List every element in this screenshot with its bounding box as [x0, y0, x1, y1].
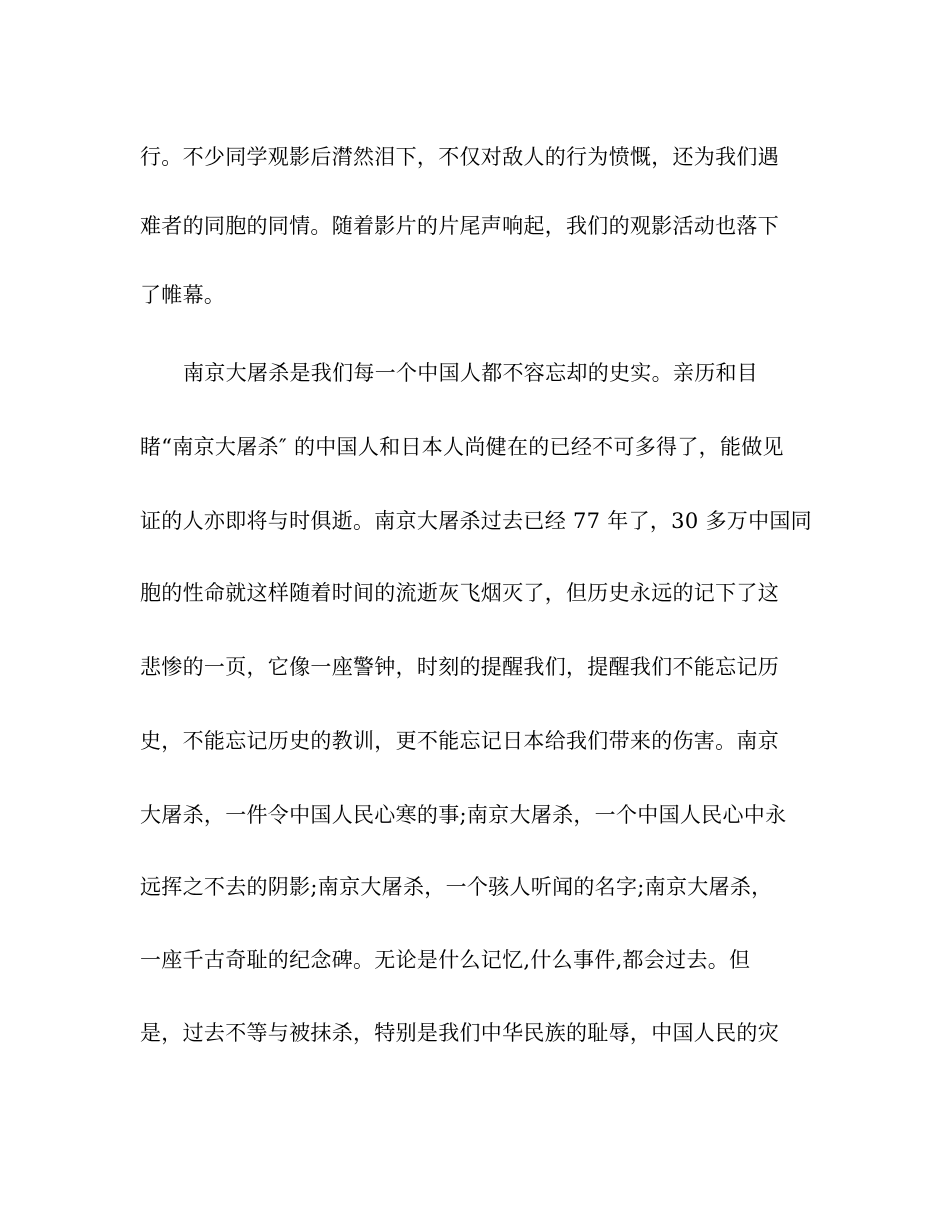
text-line-9: 史，不能忘记历史的教训，更不能忘记日本给我们带来的伤害。南京 — [140, 729, 779, 753]
text-line-11: 远挥之不去的阴影;南京大屠杀，一个骇人听闻的名字;南京大屠杀， — [140, 875, 773, 899]
text-line-5: 睹“南京大屠杀″ 的中国人和日本人尚健在的已经不可多得了，能做见 — [140, 435, 784, 459]
text-line-2: 难者的同胞的同情。随着影片的片尾声响起，我们的观影活动也落下 — [140, 214, 779, 238]
text-line-8: 悲惨的一页，它像一座警钟，时刻的提醒我们，提醒我们不能忘记历 — [140, 655, 779, 679]
text-line-10: 大屠杀，一件令中国人民心寒的事;南京大屠杀，一个中国人民心中永 — [140, 803, 787, 827]
text-line-4: 南京大屠杀是我们每一个中国人都不容忘却的史实。亲历和目 — [183, 361, 759, 385]
text-line-13: 是，过去不等与被抹杀，特别是我们中华民族的耻辱，中国人民的灾 — [140, 1021, 779, 1045]
text-line-12: 一座千古奇耻的纪念碑。无论是什么记忆,什么事件,都会过去。但 — [140, 948, 751, 972]
text-line-7: 胞的性命就这样随着时间的流逝灰飞烟灭了，但历史永远的记下了这 — [140, 581, 779, 605]
text-line-3: 了帷幕。 — [140, 283, 226, 307]
text-line-6: 证的人亦即将与时俱逝。南京大屠杀过去已经 77 年了，30 多万中国同 — [140, 509, 812, 533]
text-line-1: 行。不少同学观影后潸然泪下，不仅对敌人的行为愤慨，还为我们遇 — [140, 145, 779, 169]
